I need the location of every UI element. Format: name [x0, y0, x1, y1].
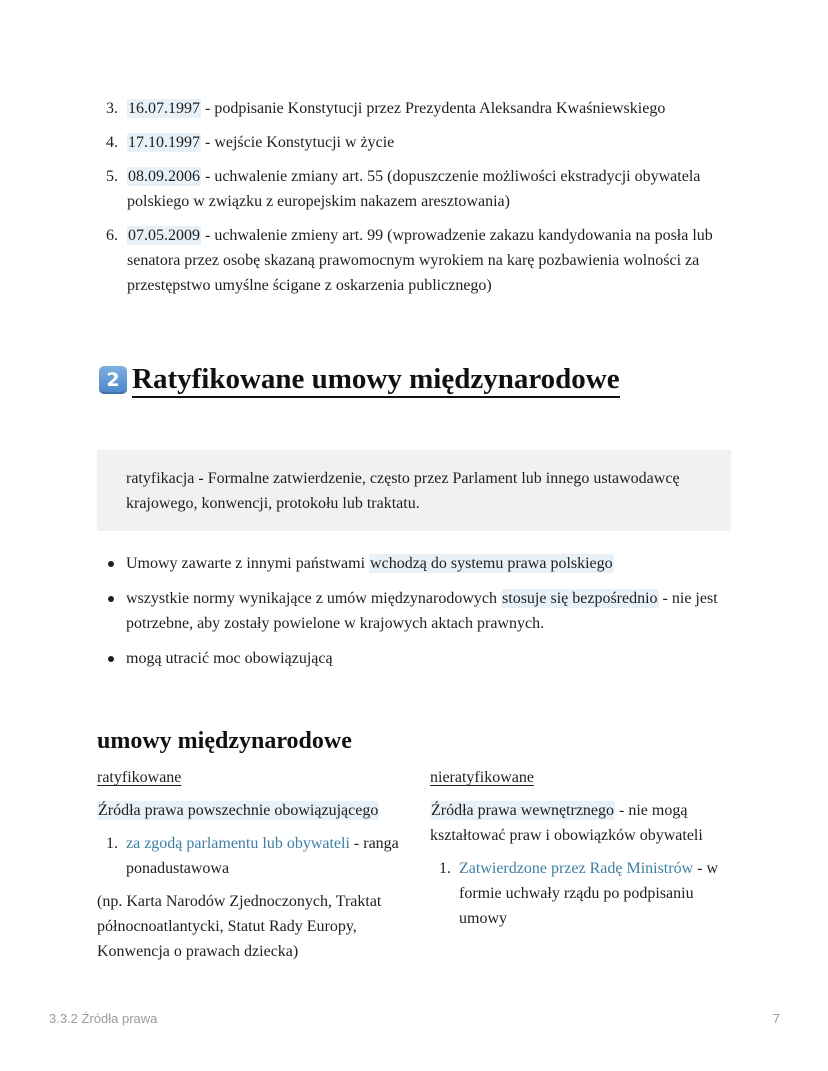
list-text: - uchwalenie zmieny art. 99 (wprowadzenie zakazu kandydowania na posła lub senatora przez osobę skazaną prawomocnym wyrokiem na karę pozbawienia wolności za przestępstwo umyślne ścigane z oskarzenia publicznego): [127, 227, 713, 294]
keycap-two-icon: 2: [99, 366, 127, 394]
definition-callout: [97, 450, 731, 531]
list-item: [0, 223, 828, 298]
footer-title: 3.3.2 Źródła prawa: [49, 1011, 158, 1026]
column-non-ratified: [430, 765, 740, 939]
list-text: - ranga ponadustawowa: [126, 835, 399, 877]
text-highlight: stosuje się bezpośrednio: [502, 590, 658, 607]
bullet-icon: [108, 656, 114, 662]
column-source: [430, 798, 740, 848]
inline-link[interactable]: Zatwierdzone przez Radę Ministrów: [459, 860, 694, 877]
list-text: - wejście Konstytucji w życie: [201, 134, 395, 151]
list-number: 1.: [106, 835, 118, 852]
list-number: 5.: [106, 168, 118, 185]
bullet-icon: [108, 596, 114, 602]
list-item: [97, 831, 407, 881]
list-item: [0, 586, 828, 636]
list-item: [0, 96, 828, 121]
bullet-text-rest: - nie jest potrzebne, aby zostały powielone w krajowych aktach prawnych.: [126, 590, 718, 632]
list-item: [0, 130, 828, 155]
bullet-text: Umowy zawarte z innymi państwami: [126, 555, 370, 572]
date-highlight: 17.10.1997: [128, 134, 200, 151]
bullet-list: [0, 551, 828, 681]
list-number: 6.: [106, 227, 118, 244]
text-highlight: wchodzą do systemu prawa polskiego: [370, 555, 613, 572]
bullet-icon: [108, 561, 114, 567]
list-text: - uchwalenie zmiany art. 55 (dopuszczenie możliwości ekstradycji obywatela polskiego w związku z europejskim nakazem aresztowania): [127, 168, 701, 210]
date-highlight: 07.05.2009: [128, 227, 200, 244]
column-heading: nieratyfikowane: [430, 769, 534, 786]
timeline-list: [0, 96, 828, 307]
column-heading: ratyfikowane: [97, 769, 182, 786]
definition-text: - Formalne zatwierdzenie, często przez Parlament lub innego ustawodawcę krajowego, konwencji, protokołu lub traktatu.: [126, 470, 680, 512]
list-text: - w formie uchwały rządu po podpisaniu umowy: [459, 860, 719, 927]
bullet-text: mogą utracić moc obowiązującą: [126, 650, 333, 667]
page-number: 7: [772, 1011, 780, 1026]
subsection-title: umowy międzynarodowe: [97, 728, 352, 754]
list-item: [430, 856, 740, 931]
definition-term: ratyfikacja: [126, 470, 195, 487]
text-highlight: Źródła prawa wewnętrznego: [431, 802, 615, 819]
list-item: [0, 646, 828, 671]
section-title: Ratyfikowane umowy międzynarodowe: [132, 362, 620, 398]
bullet-text: wszystkie normy wynikające z umów międzynarodowych: [126, 590, 502, 607]
list-number: 4.: [106, 134, 118, 151]
column-source: [97, 798, 407, 823]
list-number: 1.: [439, 860, 451, 877]
date-highlight: 08.09.2006: [128, 168, 200, 185]
date-highlight: 16.07.1997: [128, 100, 200, 117]
list-number: 3.: [106, 100, 118, 117]
column-ratified: [97, 765, 407, 972]
text-highlight: Źródła prawa powszechnie obowiązującego: [98, 802, 379, 819]
inline-link[interactable]: za zgodą parlamentu lub obywateli: [126, 835, 350, 852]
list-text: - podpisanie Konstytucji przez Prezydenta Aleksandra Kwaśniewskiego: [201, 100, 666, 117]
list-item: [0, 551, 828, 576]
section-heading: [99, 362, 620, 398]
column-source-rest: - nie mogą kształtować praw i obowiązków obywateli: [430, 802, 703, 844]
list-item: [0, 164, 828, 214]
examples-text: (np. Karta Narodów Zjednoczonych, Traktat północnoatlantycki, Statut Rady Europy, Konwencja o prawach dziecka): [97, 893, 382, 960]
